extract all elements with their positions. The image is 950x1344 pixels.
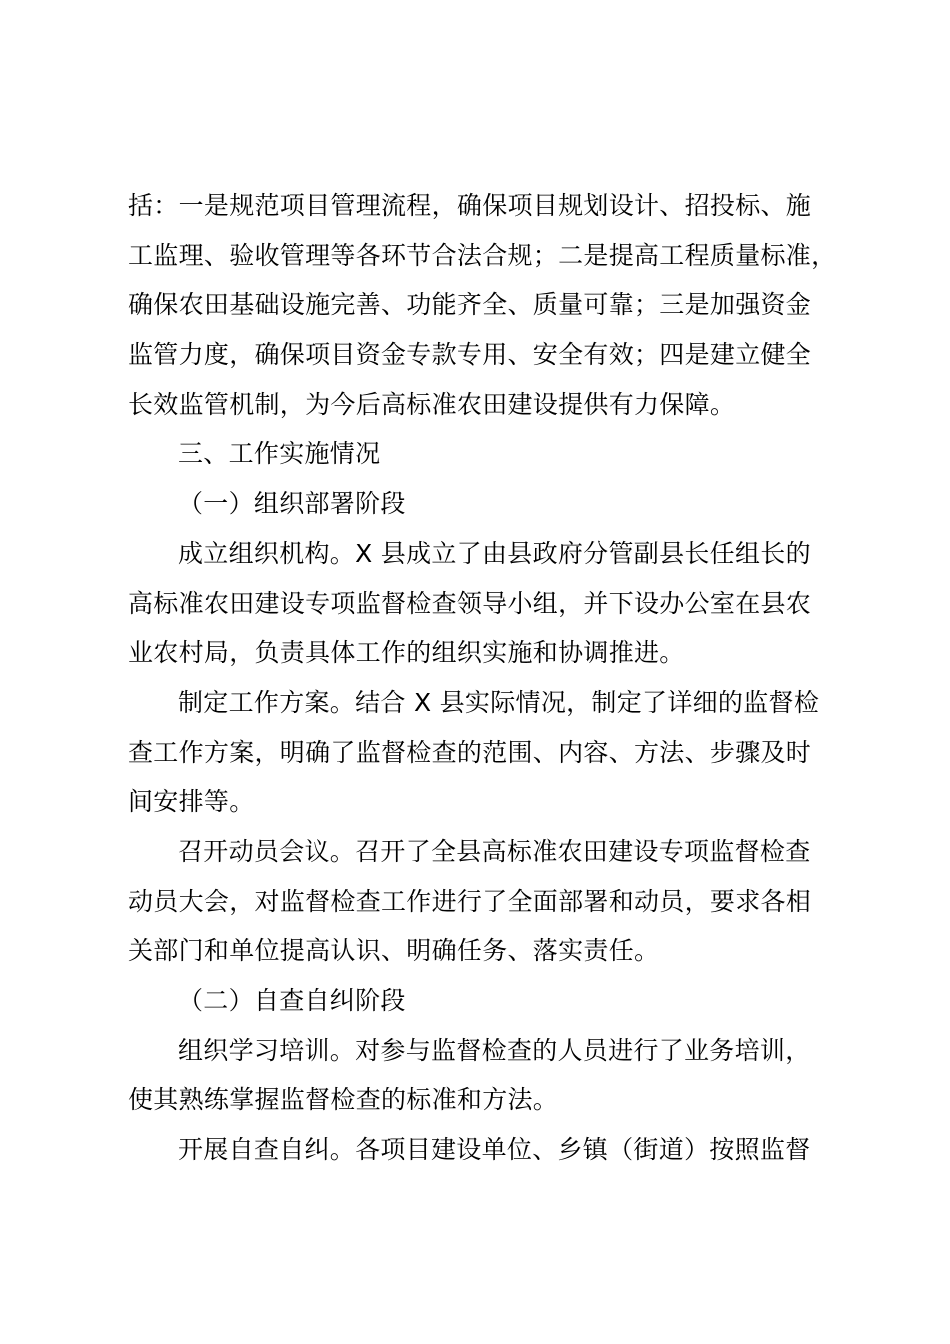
text-line: 监管力度，确保项目资金专款专用、安全有效；四是建立健全 [128,340,812,370]
text-line: 长效监管机制，为今后高标准农田建设提供有力保障。 [128,389,736,419]
text-line: 间安排等。 [128,787,255,817]
text-line: 三、工作实施情况 [178,439,381,469]
text-line: 使其熟练掌握监督检查的标准和方法。 [128,1085,559,1115]
text-line: 工监理、验收管理等各环节合法合规；二是提高工程质量标准， [128,240,837,270]
text-line: 开展自查自纠。各项目建设单位、乡镇（街道）按照监督 [178,1135,811,1165]
text-line: （一）组织部署阶段 [178,489,406,519]
text-line: 召开动员会议。召开了全县高标准农田建设专项监督检查 [178,836,811,866]
text-line: 括：一是规范项目管理流程，确保项目规划设计、招投标、施 [128,191,812,220]
document-body [128,181,838,1175]
text-line: 高标准农田建设专项监督检查领导小组，并下设办公室在县农 [128,588,812,618]
text-line: 制定工作方案。结合 X 县实际情况，制定了详细的监督检 [178,687,820,717]
text-line: （二）自查自纠阶段 [178,986,406,1015]
text-line: 成立组织机构。X 县成立了由县政府分管副县长任组长的 [178,538,811,568]
text-line: 查工作方案，明确了监督检查的范围、内容、方法、步骤及时 [128,737,812,767]
text-line: 业农村局，负责具体工作的组织实施和协调推进。 [128,638,685,668]
text-line: 确保农田基础设施完善、功能齐全、质量可靠；三是加强资金 [128,290,812,320]
text-line: 关部门和单位提高认识、明确任务、落实责任。 [128,936,660,966]
text-line: 动员大会，对监督检查工作进行了全面部署和动员，要求各相 [128,886,812,916]
text-line: 组织学习培训。对参与监督检查的人员进行了业务培训， [178,1035,811,1065]
